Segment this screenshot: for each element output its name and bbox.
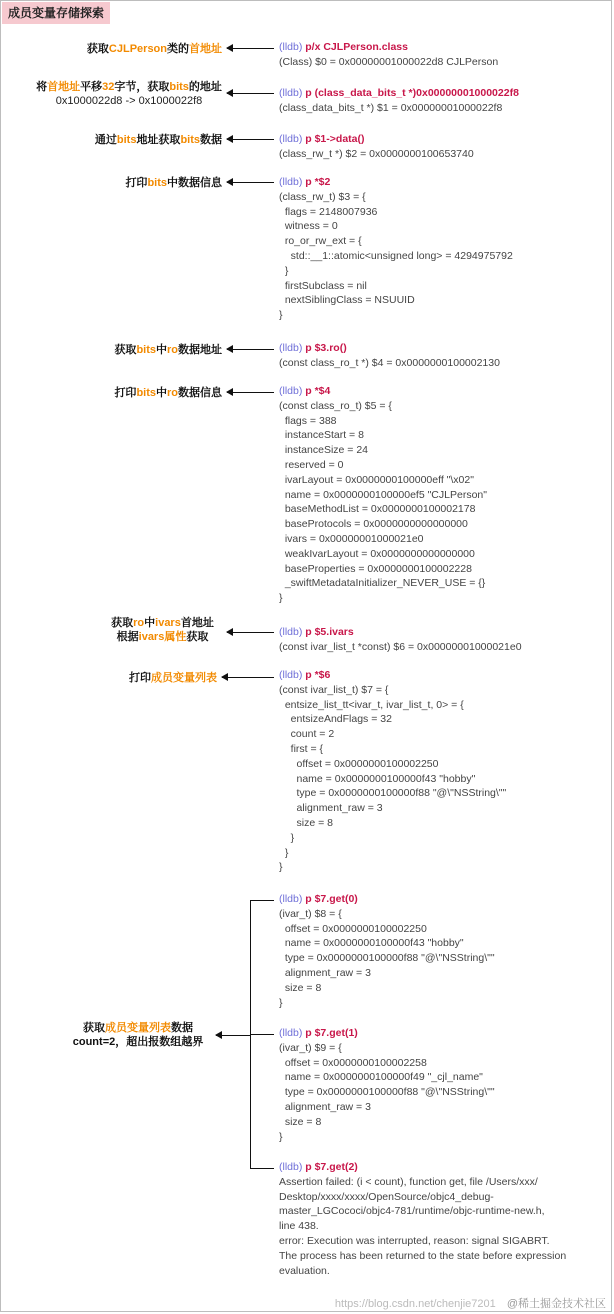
lldb-output-line: instanceSize = 24 (279, 444, 369, 457)
note-line (129, 671, 217, 685)
lldb-output-line: baseProperties = 0x0000000100002228 (279, 562, 472, 575)
bracket-bottom (250, 1168, 274, 1169)
lldb-output-line: } (279, 592, 283, 605)
lldb-output-line: (const class_ro_t) $5 = { (279, 399, 392, 412)
lldb-output-line: evaluation. (279, 1264, 330, 1277)
lldb-output-line: } (279, 861, 283, 874)
lldb-output-line: offset = 0x0000000100002250 (279, 757, 439, 770)
note-text-part: 地址获取 (136, 134, 181, 146)
lldb-output-line: type = 0x0000000100000f88 "@\"NSString\"" (279, 787, 507, 800)
arrow-note-1 (227, 48, 274, 49)
lldb-prompt: (lldb) (279, 1161, 306, 1173)
watermark-brand: @稀土掘金技术社区 (506, 1298, 606, 1310)
note-text-part: 首地址 (47, 81, 81, 93)
note-line (100, 630, 225, 644)
note-text-part: ro (167, 387, 178, 399)
note-text-part: 成员变量列表 (105, 1022, 171, 1034)
note-get-ro-address (114, 343, 222, 357)
lldb-output-line: name = 0x0000000100000f49 "_cjl_name" (279, 1071, 483, 1084)
lldb-output-line: alignment_raw = 3 (279, 966, 371, 979)
note-text-part: CJLPerson (108, 43, 167, 55)
arrow-note-4 (227, 182, 274, 183)
lldb-output-line: _swiftMetadataInitializer_NEVER_USE = {} (279, 577, 486, 590)
lldb-block-ivar-get-1 (279, 1026, 495, 1144)
lldb-output-line: count = 2 (279, 728, 335, 741)
lldb-command-line (279, 892, 495, 907)
lldb-command: p $3.ro() (305, 342, 347, 354)
lldb-block-ivar-get-0 (279, 892, 495, 1010)
note-get-ivar-items (60, 1021, 216, 1049)
note-text-part: 获取 (83, 1022, 105, 1034)
note-text-part: bits (169, 81, 189, 93)
note-line (114, 386, 222, 400)
lldb-output-line: alignment_raw = 3 (279, 1100, 371, 1113)
lldb-output-line: } (279, 1130, 283, 1143)
note-text-part: 根据 (116, 631, 139, 643)
arrow-note-6 (227, 392, 274, 393)
note-text-part: 成员变量列表 (151, 672, 217, 684)
lldb-output-line: line 438. (279, 1220, 319, 1233)
lldb-command: p/x CJLPerson.class (305, 41, 408, 53)
lldb-output-line: type = 0x0000000100000f88 "@\"NSString\"" (279, 1086, 495, 1099)
note-text-part: 类的 (167, 43, 189, 55)
lldb-output-line: (const ivar_list_t *const) $6 = 0x00000001000021e0 (279, 640, 522, 653)
lldb-command: p *$2 (305, 176, 331, 188)
note-subtext: 0x1000022d8 -> 0x1000022f8 (55, 95, 203, 107)
note-text-part: 数据信息 (178, 387, 222, 399)
note-line (87, 42, 222, 56)
note-text-part: 获取 (186, 631, 209, 643)
lldb-output-line: (const ivar_list_t) $7 = { (279, 683, 389, 696)
lldb-output-line: nextSiblingClass = NSUUID (279, 294, 415, 307)
note-text-part: 获取 (111, 617, 134, 629)
note-line (60, 1035, 216, 1049)
lldb-output-line: } (279, 309, 283, 322)
lldb-prompt: (lldb) (279, 385, 306, 397)
note-text-part: 字节，获取 (114, 81, 170, 93)
lldb-output-line: The process has been returned to the state before expression (279, 1249, 567, 1262)
note-text-part: 数据地址 (178, 344, 222, 356)
lldb-command: p $1->data() (305, 133, 365, 145)
watermark-url: https://blog.csdn.net/chenjie7201 (334, 1298, 496, 1310)
lldb-output-line: name = 0x0000000100000ef5 "CJLPerson" (279, 488, 487, 501)
note-shift-to-bits (32, 80, 226, 108)
lldb-block-bits-pointer (279, 86, 519, 116)
arrow-note-5 (227, 349, 274, 350)
note-text-part: ivars (155, 617, 181, 629)
arrow-note-9 (216, 1035, 250, 1036)
note-text-part: count=2，超出报数组越界 (72, 1036, 204, 1048)
lldb-output-line: alignment_raw = 3 (279, 802, 383, 815)
lldb-command: p $7.get(2) (305, 1161, 358, 1173)
lldb-command-line (279, 1160, 566, 1175)
lldb-output-line: size = 8 (279, 1115, 322, 1128)
lldb-output-line: master_LGCococi/objc4-781/runtime/objc-runtime-new.h, (279, 1205, 545, 1218)
note-text-part: 打印 (125, 177, 148, 189)
lldb-prompt: (lldb) (279, 133, 306, 145)
lldb-command: p $5.ivars (305, 626, 354, 638)
lldb-output-line: first = { (279, 742, 324, 755)
lldb-output-line: entsizeAndFlags = 32 (279, 713, 392, 726)
lldb-block-ivar-get-2-error (279, 1160, 566, 1278)
lldb-output-line: Desktop/xxxx/xxxx/OpenSource/objc4_debug- (279, 1190, 494, 1203)
note-text-part: bits (147, 177, 167, 189)
note-text-part: bits (180, 134, 200, 146)
lldb-output-line: } (279, 264, 289, 277)
note-text-part: 数据 (200, 134, 222, 146)
lldb-output-line: name = 0x0000000100000f43 "hobby" (279, 937, 464, 950)
note-text-part: bits (136, 344, 156, 356)
note-line (60, 1021, 216, 1035)
lldb-prompt: (lldb) (279, 669, 306, 681)
lldb-prompt: (lldb) (279, 1027, 306, 1039)
note-text-part: 获取 (86, 43, 109, 55)
lldb-output-line: flags = 2148007936 (279, 205, 378, 218)
lldb-output-line: (class_rw_t) $3 = { (279, 190, 366, 203)
arrow-note-3 (227, 139, 274, 140)
watermark (335, 1295, 606, 1311)
lldb-command-line (279, 40, 498, 55)
lldb-output-line: } (279, 846, 289, 859)
lldb-output-line: ro_or_rw_ext = { (279, 235, 362, 248)
lldb-command: p $7.get(1) (305, 1027, 358, 1039)
lldb-output-line: (class_rw_t *) $2 = 0x0000000100653740 (279, 147, 474, 160)
note-text-part: 打印 (114, 387, 137, 399)
lldb-command-line (279, 1026, 495, 1041)
note-line (125, 176, 222, 190)
lldb-output-line: ivarLayout = 0x0000000100000eff "\x02" (279, 473, 474, 486)
lldb-block-ro-struct (279, 384, 487, 606)
lldb-output-line: offset = 0x0000000100002250 (279, 922, 427, 935)
lldb-command: p (class_data_bits_t *)0x00000001000022f8 (305, 87, 519, 99)
lldb-prompt: (lldb) (279, 41, 306, 53)
lldb-output-line: flags = 388 (279, 414, 337, 427)
note-text-part: 32 (102, 81, 115, 93)
lldb-output-line: ivars = 0x00000001000021e0 (279, 532, 424, 545)
lldb-output-line: firstSubclass = nil (279, 279, 367, 292)
note-text-part: 打印 (129, 672, 151, 684)
note-line (32, 80, 226, 94)
lldb-command-line (279, 175, 513, 190)
lldb-output-line: baseMethodList = 0x0000000100002178 (279, 503, 476, 516)
note-text-part: ro (167, 344, 178, 356)
lldb-block-ro-pointer (279, 341, 500, 371)
lldb-command-line (279, 668, 506, 683)
note-line (100, 616, 225, 630)
note-print-ro (114, 386, 222, 400)
note-text-part: 首地址 (180, 617, 214, 629)
note-text-part: 首地址 (189, 43, 222, 55)
note-text-part: ivars属性 (138, 631, 187, 643)
note-get-class-address (87, 42, 222, 56)
note-text-part: bits (116, 134, 137, 146)
lldb-output-line: size = 8 (279, 981, 322, 994)
lldb-output-line: entsize_list_tt<ivar_t, ivar_list_t, 0> = { (279, 698, 464, 711)
arrow-note-7 (227, 632, 274, 633)
lldb-output-line: size = 8 (279, 816, 333, 829)
note-text-part: 的地址 (188, 81, 222, 93)
lldb-output-line: (Class) $0 = 0x00000001000022d8 CJLPerson (279, 55, 499, 68)
note-text-part: ro (133, 617, 145, 629)
lldb-command-line (279, 132, 474, 147)
lldb-command: p *$6 (305, 669, 331, 681)
lldb-output-line: weakIvarLayout = 0x0000000000000000 (279, 547, 475, 560)
lldb-block-bits-data (279, 132, 474, 162)
lldb-output-line: (class_data_bits_t *) $1 = 0x00000001000022f8 (279, 101, 503, 114)
lldb-prompt: (lldb) (279, 176, 306, 188)
lldb-prompt: (lldb) (279, 893, 306, 905)
lldb-command-line (279, 341, 500, 356)
note-get-ivars (100, 616, 225, 644)
note-text-part: 平移 (80, 81, 103, 93)
lldb-output-line: instanceStart = 8 (279, 429, 364, 442)
lldb-output-line: std::__1::atomic<unsigned long> = 4294975792 (279, 249, 513, 262)
note-line (114, 343, 222, 357)
note-text-part: 中 (156, 344, 167, 356)
note-text-part: 获取 (114, 344, 137, 356)
lldb-output-line: error: Execution was interrupted, reason: signal SIGABRT. (279, 1234, 550, 1247)
note-line (95, 133, 222, 147)
lldb-output-line: offset = 0x0000000100002258 (279, 1056, 427, 1069)
note-get-bits-data (95, 133, 222, 147)
lldb-block-class-address (279, 40, 498, 70)
note-text-part: bits (136, 387, 156, 399)
note-text-part: 通过 (94, 134, 117, 146)
lldb-output-line: type = 0x0000000100000f88 "@\"NSString\"" (279, 952, 495, 965)
lldb-block-ivars-pointer (279, 625, 522, 655)
lldb-command-line (279, 625, 522, 640)
lldb-output-line: (ivar_t) $9 = { (279, 1041, 342, 1054)
lldb-command-line (279, 86, 519, 101)
lldb-prompt: (lldb) (279, 342, 306, 354)
lldb-command-line (279, 384, 487, 399)
lldb-output-line: reserved = 0 (279, 458, 344, 471)
note-print-bits (125, 176, 222, 190)
note-text-part: 数据 (171, 1022, 193, 1034)
lldb-output-line: baseProtocols = 0x0000000000000000 (279, 518, 468, 531)
note-print-ivar-list (129, 671, 217, 685)
lldb-block-ivar-list (279, 668, 506, 875)
note-text-part: 中数据信息 (167, 177, 222, 189)
lldb-output-line: } (279, 996, 283, 1009)
page-title: 成员变量存储探索 (2, 2, 110, 24)
lldb-output-line: name = 0x0000000100000f43 "hobby" (279, 772, 476, 785)
lldb-block-rw-struct (279, 175, 513, 323)
bracket-top (250, 900, 274, 901)
lldb-command: p *$4 (305, 385, 331, 397)
note-text-part: 中 (156, 387, 167, 399)
lldb-output-line: witness = 0 (279, 220, 338, 233)
lldb-output-line: (ivar_t) $8 = { (279, 907, 342, 920)
lldb-output-line: Assertion failed: (i < count), function get, file /Users/xxx/ (279, 1175, 538, 1188)
note-text-part: 将 (36, 81, 48, 93)
bracket-middle (250, 1034, 274, 1035)
lldb-output-line: } (279, 831, 295, 844)
lldb-prompt: (lldb) (279, 626, 306, 638)
lldb-prompt: (lldb) (279, 87, 306, 99)
lldb-command: p $7.get(0) (305, 893, 358, 905)
note-text-part: 中 (144, 617, 156, 629)
lldb-output-line: (const class_ro_t *) $4 = 0x0000000100002130 (279, 356, 500, 369)
arrow-note-8 (222, 677, 274, 678)
arrow-note-2 (227, 93, 274, 94)
